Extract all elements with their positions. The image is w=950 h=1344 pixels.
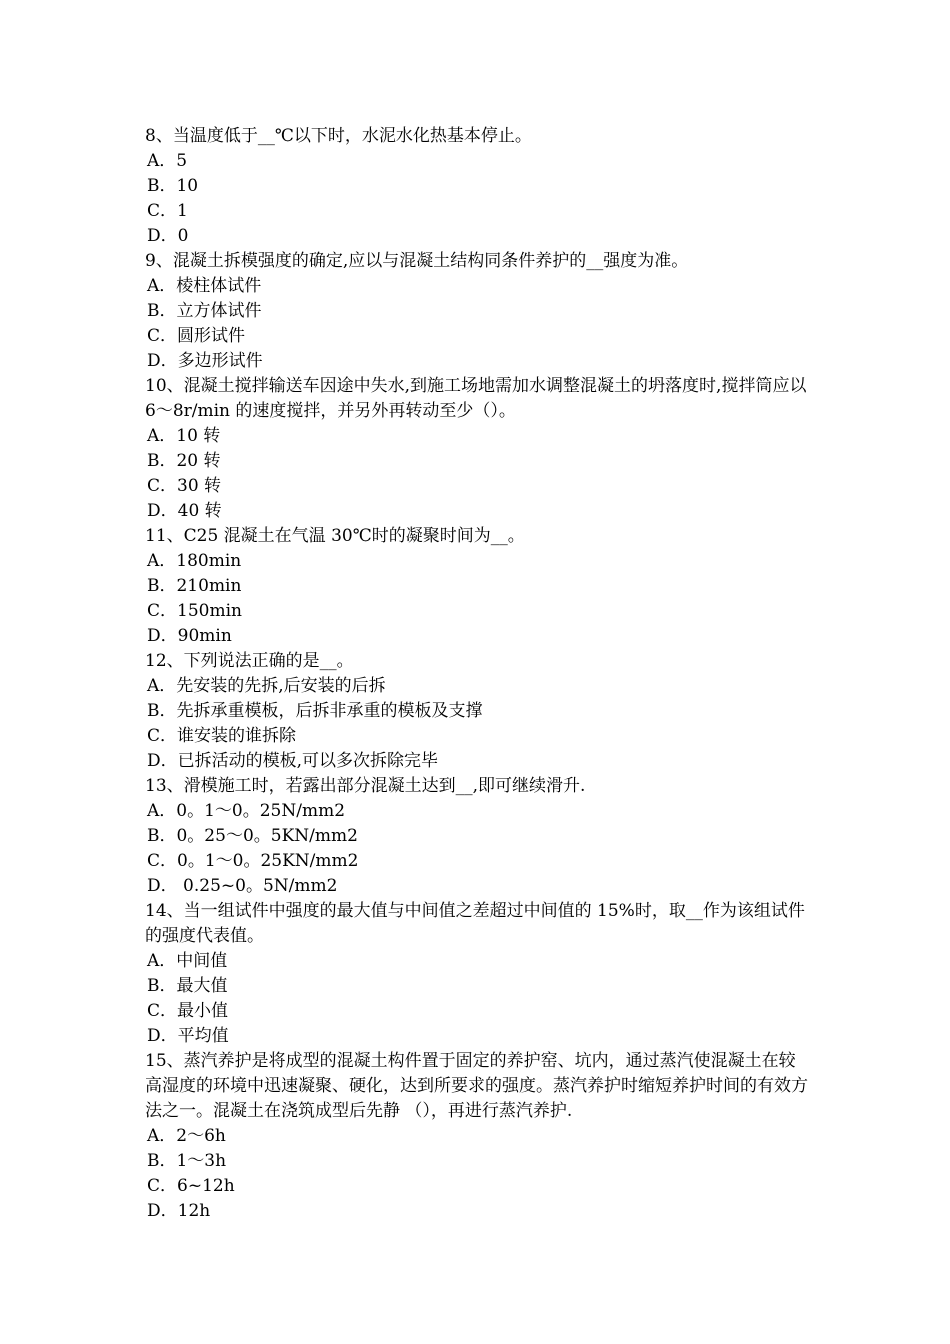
question-text: 11、C25 混凝土在气温 30℃时的凝聚时间为__。	[145, 526, 525, 546]
option-b: B．最大值	[147, 976, 228, 996]
option-d: D． 0.25~0。5N/mm2	[147, 876, 338, 896]
option-d: D．多边形试件	[147, 351, 263, 371]
option-c: C．0。1～0。25KN/mm2	[147, 851, 359, 871]
question-8	[145, 124, 810, 249]
option-b: B．20 转	[147, 451, 221, 471]
option-b: B．0。25～0。5KN/mm2	[147, 826, 358, 846]
option-d: D．40 转	[147, 501, 222, 521]
question-14	[145, 899, 810, 1049]
option-c: C．1	[147, 201, 188, 221]
option-b: B．1～3h	[147, 1151, 227, 1171]
option-a: A．2～6h	[147, 1126, 226, 1146]
option-c: C．6~12h	[147, 1176, 235, 1196]
option-c: C．150min	[147, 601, 242, 621]
option-d: D．0	[147, 226, 189, 246]
question-13	[145, 774, 810, 899]
question-10	[145, 374, 810, 524]
question-text: 12、下列说法正确的是__。	[145, 651, 354, 671]
option-a: A．0。1～0。25N/mm2	[147, 801, 346, 821]
option-a: A．5	[147, 151, 188, 171]
question-list	[145, 124, 810, 1224]
option-c: C．30 转	[147, 476, 222, 496]
option-d: D．12h	[147, 1201, 211, 1221]
option-c: C．最小值	[147, 1001, 229, 1021]
option-b: B．立方体试件	[147, 301, 262, 321]
option-b: B．先拆承重模板，后拆非承重的模板及支撑	[147, 701, 483, 721]
option-c: C．圆形试件	[147, 326, 246, 346]
question-text: 15、蒸汽养护是将成型的混凝土构件置于固定的养护窑、坑内，通过蒸汽使混凝土在较高湿度的环境中迅速凝聚、硬化，达到所要求的强度。蒸汽养护时缩短养护时间的有效方法之一。混凝土在浇筑成型后先静 （），再进行蒸汽养护.	[145, 1051, 808, 1121]
option-b: B．210min	[147, 576, 242, 596]
question-15	[145, 1049, 810, 1224]
question-9	[145, 249, 810, 374]
question-text: 14、当一组试件中强度的最大值与中间值之差超过中间值的 15%时，取__作为该组试件的强度代表值。	[145, 901, 805, 946]
option-c: C．谁安装的谁拆除	[147, 726, 297, 746]
option-a: A．棱柱体试件	[147, 276, 262, 296]
question-text: 9、混凝土拆模强度的确定,应以与混凝土结构同条件养护的__强度为准。	[145, 251, 689, 271]
option-a: A．10 转	[147, 426, 221, 446]
question-text: 13、滑模施工时，若露出部分混凝土达到__,即可继续滑升.	[145, 776, 586, 796]
option-d: D．平均值	[147, 1026, 229, 1046]
option-b: B．10	[147, 176, 199, 196]
question-11	[145, 524, 810, 649]
question-text: 10、混凝土搅拌输送车因途中失水,到施工场地需加水调整混凝土的坍落度时,搅拌筒应以 6～8r/min 的速度搅拌，并另外再转动至少（）。	[145, 376, 807, 421]
option-d: D．90min	[147, 626, 232, 646]
question-text: 8、当温度低于__℃以下时，水泥水化热基本停止。	[145, 126, 532, 146]
option-a: A．中间值	[147, 951, 228, 971]
option-d: D．已拆活动的模板,可以多次拆除完毕	[147, 751, 439, 771]
option-a: A．先安装的先拆,后安装的后拆	[147, 676, 386, 696]
option-a: A．180min	[147, 551, 242, 571]
question-12	[145, 649, 810, 774]
